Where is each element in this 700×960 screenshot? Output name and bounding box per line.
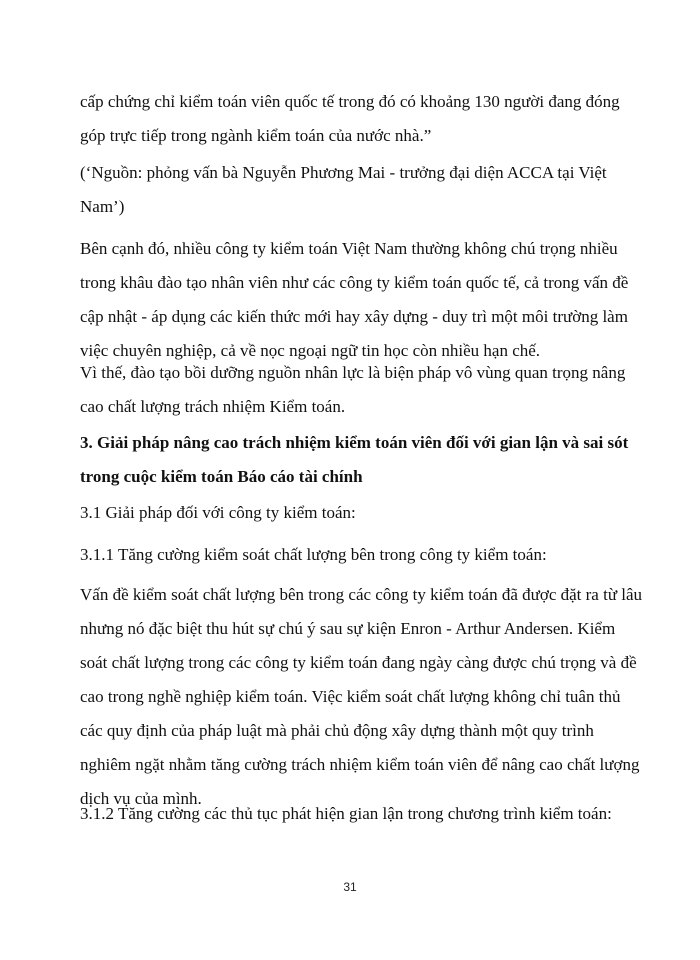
paragraph-line: cao trong nghề nghiệp kiểm toán. Việc kiểm soát chất lượng không chỉ tuân thủ xyxy=(80,687,621,706)
paragraph-line: Vấn đề kiểm soát chất lượng bên trong các công ty kiểm toán đã được đặt ra từ lâu xyxy=(80,585,643,604)
paragraph-line: soát chất lượng trong các công ty kiểm toán đang ngày càng được chú trọng và đề xyxy=(80,653,637,672)
page-number: 31 xyxy=(343,880,357,894)
paragraph-line: dịch vụ của mình. xyxy=(80,789,202,808)
section-heading: 3. Giải pháp nâng cao trách nhiệm kiểm toán viên đối với gian lận và sai sót xyxy=(80,433,629,452)
paragraph-line: cấp chứng chỉ kiểm toán viên quốc tế trong đó có khoảng 130 người đang đóng xyxy=(80,92,620,111)
section-heading: trong cuộc kiểm toán Báo cáo tài chính xyxy=(80,467,363,486)
paragraph-line: cập nhật - áp dụng các kiến thức mới hay xây dựng - duy trì một môi trường làm xyxy=(80,307,628,326)
paragraph-line: góp trực tiếp trong ngành kiểm toán của nước nhà.” xyxy=(80,126,432,145)
paragraph-line: các quy định của pháp luật mà phải chủ động xây dựng thành một quy trình xyxy=(80,721,594,740)
subsection-heading: 3.1.1 Tăng cường kiểm soát chất lượng bên trong công ty kiểm toán: xyxy=(80,545,547,564)
paragraph-line: việc chuyên nghiệp, cả về nọc ngoại ngữ tin học còn nhiều hạn chế. xyxy=(80,341,541,360)
paragraph-line: Bên cạnh đó, nhiều công ty kiểm toán Việt Nam thường không chú trọng nhiều xyxy=(80,239,618,258)
source-citation-line: Nam’) xyxy=(80,197,125,216)
subsection-heading: 3.1 Giải pháp đối với công ty kiểm toán: xyxy=(80,503,356,522)
paragraph-line: Vì thế, đào tạo bồi dưỡng nguồn nhân lực là biện pháp vô vùng quan trọng nâng xyxy=(80,363,626,382)
subsection-heading: 3.1.2 Tăng cường các thủ tục phát hiện gian lận trong chương trình kiểm toán: xyxy=(80,804,612,823)
paragraph-line: cao chất lượng trách nhiệm Kiểm toán. xyxy=(80,397,346,416)
paragraph-line: nhưng nó đặc biệt thu hút sự chú ý sau sự kiện Enron - Arthur Andersen. Kiểm xyxy=(80,619,616,638)
paragraph-line: trong khâu đào tạo nhân viên như các công ty kiểm toán quốc tế, cả trong vấn đề xyxy=(80,273,629,292)
source-citation-line: (‘Nguồn: phỏng vấn bà Nguyễn Phương Mai - trưởng đại diện ACCA tại Việt xyxy=(80,163,607,182)
paragraph-line: nghiêm ngặt nhằm tăng cường trách nhiệm kiểm toán viên để nâng cao chất lượng xyxy=(80,755,640,774)
